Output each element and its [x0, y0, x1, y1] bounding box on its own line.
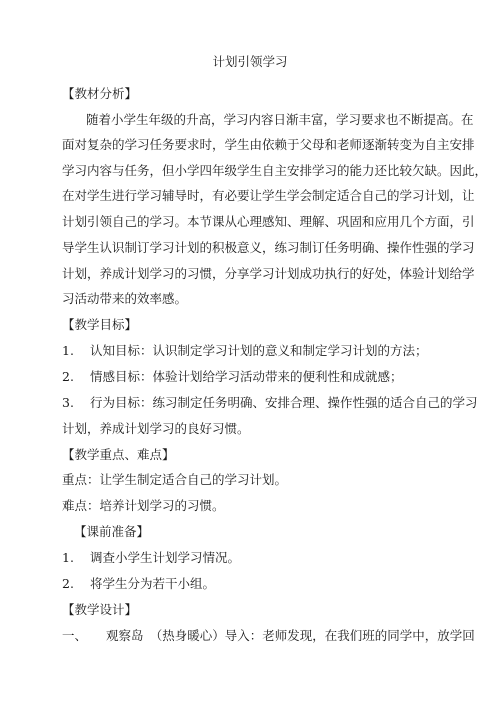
paragraph-line: 计划，养成计划学习的习惯，分享学习计划成功执行的好处，体验计划给学 [62, 266, 475, 281]
section-heading-preparation: 【课前准备】 [74, 524, 150, 539]
section-heading-focus: 【教学重点、难点】 [62, 447, 175, 462]
list-item-number: 3. [62, 395, 74, 410]
list-item-text: 认知目标：认识制定学习计划的意义和制定学习计划的方法； [90, 343, 428, 358]
list-item [62, 369, 403, 385]
list-item-number: 1. [62, 343, 74, 358]
paragraph-line: 习活动带来的效率感。 [62, 291, 188, 306]
key-point-text: 重点：让学生制定适合自己的学习计划。 [62, 472, 288, 487]
paragraph-line: 导学生认识制订学习计划的积极意义，练习制订任务明确、操作性强的学习 [62, 240, 475, 255]
list-item [62, 395, 478, 411]
paragraph-line: 计划引领自己的学习。本节课从心理感知、理解、巩固和应用几个方面，引 [62, 214, 475, 229]
design-step [62, 628, 475, 644]
step-text: 观察岛 （热身暖心）导入：老师发现，在我们班的同学中，放学回 [106, 628, 475, 643]
list-item-number: 1. [62, 550, 74, 565]
paragraph-line: 面对复杂的学习任务要求时，学生由依赖于父母和老师逐渐转变为自主安排 [62, 137, 475, 152]
paragraph-line: 学习内容与任务，但小学四年级学生自主安排学习的能力还比较欠缺。因此， [62, 163, 488, 178]
section-heading-goals: 【教学目标】 [62, 317, 138, 332]
paragraph-line: 随着小学生年级的升高，学习内容日渐丰富，学习要求也不断提高。在 [86, 112, 474, 127]
list-item-text: 调查小学生计划学习情况。 [90, 550, 241, 565]
difficulty-text: 难点：培养计划学习的习惯。 [62, 498, 225, 513]
list-item-text: 行为目标：练习制定任务明确、安排合理、操作性强的适合自己的学习 [90, 395, 478, 410]
list-item-text: 情感目标：体验计划给学习活动带来的便利性和成就感； [90, 369, 403, 384]
list-item-number: 2. [62, 369, 74, 384]
section-heading-design: 【教学设计】 [62, 602, 138, 617]
list-item [62, 576, 215, 592]
document-title: 计划引领学习 [212, 54, 288, 69]
list-item [62, 343, 428, 359]
paragraph-line: 计划，养成计划学习的良好习惯。 [62, 421, 250, 436]
list-item [62, 550, 240, 566]
list-item-number: 2. [62, 576, 74, 591]
list-item-text: 将学生分为若干小组。 [90, 576, 216, 591]
paragraph-line: 在对学生进行学习辅导时，有必要让学生学会制定适合自己的学习计划，让 [62, 188, 475, 203]
step-number: 一、 [62, 628, 88, 643]
section-heading-analysis: 【教材分析】 [62, 86, 138, 101]
